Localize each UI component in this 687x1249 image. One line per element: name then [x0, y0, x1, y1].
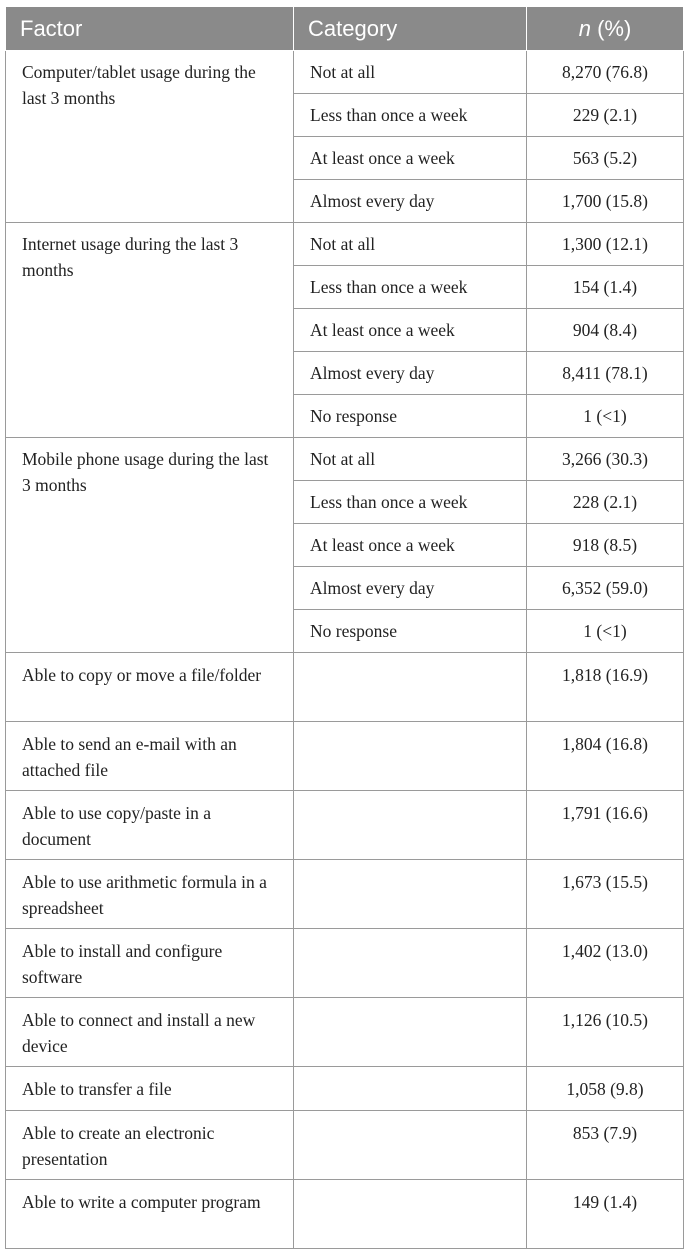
category-cell: Less than once a week — [294, 94, 527, 137]
value-cell: 853 (7.9) — [527, 1111, 684, 1180]
value-cell: 1,058 (9.8) — [527, 1067, 684, 1111]
header-factor: Factor — [6, 7, 294, 51]
category-cell: At least once a week — [294, 524, 527, 567]
value-cell: 149 (1.4) — [527, 1180, 684, 1249]
category-cell: Not at all — [294, 51, 527, 94]
table-row — [6, 722, 684, 791]
table-row — [6, 1180, 684, 1249]
value-cell: 1 (<1) — [527, 610, 684, 653]
category-cell: At least once a week — [294, 309, 527, 352]
value-cell: 1,700 (15.8) — [527, 180, 684, 223]
value-cell: 1,402 (13.0) — [527, 929, 684, 998]
factor-cell: Able to copy or move a file/folder — [6, 653, 294, 722]
category-cell: Not at all — [294, 438, 527, 481]
value-cell: 8,411 (78.1) — [527, 352, 684, 395]
table-row — [6, 1067, 684, 1111]
category-cell — [294, 929, 527, 998]
value-cell: 1,300 (12.1) — [527, 223, 684, 266]
factor-cell: Able to send an e-mail with an attached file — [6, 722, 294, 791]
category-cell: No response — [294, 610, 527, 653]
value-cell: 1,818 (16.9) — [527, 653, 684, 722]
category-cell: Not at all — [294, 223, 527, 266]
header-row — [6, 7, 684, 51]
value-cell: 904 (8.4) — [527, 309, 684, 352]
category-cell: Less than once a week — [294, 481, 527, 524]
value-cell: 154 (1.4) — [527, 266, 684, 309]
factor-cell: Computer/tablet usage during the last 3 months — [6, 51, 294, 223]
table-body — [6, 51, 684, 1249]
factor-cell: Able to write a computer program — [6, 1180, 294, 1249]
category-cell: Less than once a week — [294, 266, 527, 309]
table-row — [6, 51, 684, 94]
category-cell — [294, 1180, 527, 1249]
value-cell: 1,673 (15.5) — [527, 860, 684, 929]
category-cell: Almost every day — [294, 352, 527, 395]
category-cell: At least once a week — [294, 137, 527, 180]
factor-cell: Able to create an electronic presentation — [6, 1111, 294, 1180]
value-cell: 1,791 (16.6) — [527, 791, 684, 860]
factor-cell: Able to connect and install a new device — [6, 998, 294, 1067]
category-cell — [294, 791, 527, 860]
category-cell: Almost every day — [294, 180, 527, 223]
category-cell — [294, 998, 527, 1067]
table-row — [6, 860, 684, 929]
category-cell: No response — [294, 395, 527, 438]
table-row — [6, 438, 684, 481]
value-cell: 1,804 (16.8) — [527, 722, 684, 791]
factor-cell: Able to transfer a file — [6, 1067, 294, 1111]
category-cell — [294, 653, 527, 722]
category-cell: Almost every day — [294, 567, 527, 610]
value-cell: 6,352 (59.0) — [527, 567, 684, 610]
value-cell: 1 (<1) — [527, 395, 684, 438]
table-row — [6, 223, 684, 266]
table-row — [6, 653, 684, 722]
factor-cell: Internet usage during the last 3 months — [6, 223, 294, 438]
category-cell — [294, 722, 527, 791]
value-cell: 229 (2.1) — [527, 94, 684, 137]
value-cell: 1,126 (10.5) — [527, 998, 684, 1067]
value-cell: 563 (5.2) — [527, 137, 684, 180]
data-table — [5, 6, 684, 1249]
table-row — [6, 791, 684, 860]
header-pct: (%) — [590, 15, 632, 41]
factor-cell: Able to use arithmetic formula in a spreadsheet — [6, 860, 294, 929]
table-row — [6, 929, 684, 998]
category-cell — [294, 1111, 527, 1180]
value-cell: 918 (8.5) — [527, 524, 684, 567]
value-cell: 8,270 (76.8) — [527, 51, 684, 94]
table-row — [6, 1111, 684, 1180]
header-n: n — [578, 15, 591, 41]
value-cell: 3,266 (30.3) — [527, 438, 684, 481]
factor-cell: Able to use copy/paste in a document — [6, 791, 294, 860]
table-row — [6, 998, 684, 1067]
header-n-percent — [527, 7, 684, 51]
value-cell: 228 (2.1) — [527, 481, 684, 524]
category-cell — [294, 860, 527, 929]
header-category: Category — [294, 7, 527, 51]
category-cell — [294, 1067, 527, 1111]
factor-cell: Able to install and configure software — [6, 929, 294, 998]
factor-cell: Mobile phone usage during the last 3 months — [6, 438, 294, 653]
table-header — [6, 7, 684, 51]
